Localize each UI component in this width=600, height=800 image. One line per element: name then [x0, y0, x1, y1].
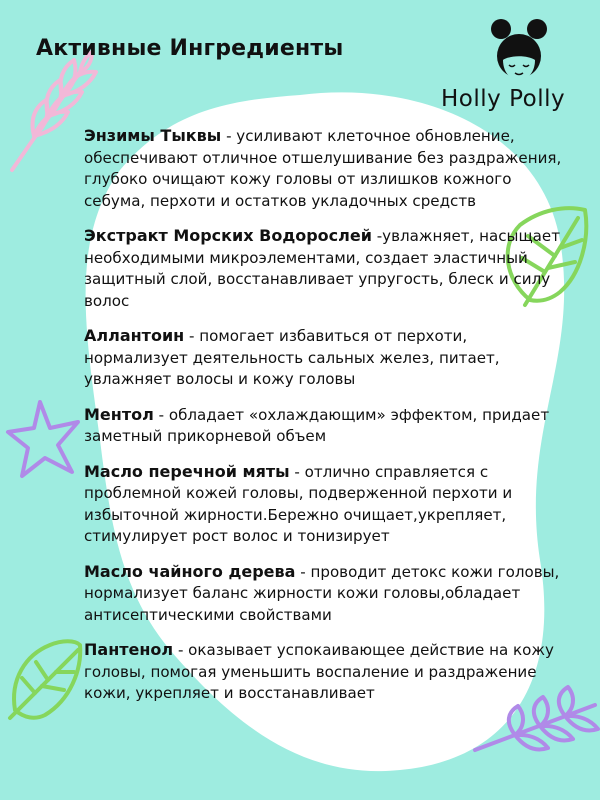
ingredient-list [84, 125, 564, 718]
ingredient-name: Пантенол [84, 640, 174, 659]
purple-star-icon [8, 402, 78, 476]
ingredient-description: -увлажняет, насыщает необходимыми микроэлементами, создает эластичный защитный слой, восстанавливает упругость, блеск и силу волос [84, 227, 561, 310]
ingredient-description: - помогает избавиться от перхоти, нормализует деятельность сальных желез, питает, увлажняет волосы и кожу головы [84, 327, 500, 388]
page-title: Активные Ингредиенты [36, 36, 344, 61]
ingredient-name: Экстракт Морских Водорослей [84, 226, 372, 245]
brand-name: Holly Polly [441, 86, 566, 112]
ingredient-item [84, 461, 564, 548]
ingredient-name: Масло перечной мяты [84, 461, 290, 481]
ingredient-item [84, 125, 564, 212]
ingredient-name: Масло чайного дерева [84, 561, 296, 581]
ingredient-description: - оказывает успокаивающее действие на кожу головы, помогая уменьшить воспаление и раздражение кожи, укрепляет и восстанавливает [84, 641, 554, 702]
ingredient-description: - обладает «охлаждающим» эффектом, придает заметный прикорневой объем [84, 405, 550, 445]
ingredient-description: - усиливают клеточное обновление, обеспечивают отличное отшелушивание без раздражения, глубоко очищают кожу головы от излишков кожного себума, перхоти и остатков укладочных средств [84, 127, 562, 210]
ingredient-description: - отлично справляется с проблемной кожей головы, подверженной перхоти и избыточной жирности.Бережно очищает,укрепляет, стимулирует рост волос и тонизирует [84, 462, 513, 545]
ingredient-name: Ментол [84, 404, 154, 424]
girl-with-buns-logo [491, 19, 547, 80]
ingredient-item [84, 561, 564, 627]
ingredient-item [84, 639, 564, 705]
ingredient-name: Аллантоин [84, 326, 185, 345]
green-leaf-bottom-icon [10, 641, 80, 718]
ingredient-name: Энзимы Тыквы [84, 126, 222, 145]
ingredient-item [84, 225, 564, 312]
ingredient-item [84, 325, 564, 391]
ingredient-item [84, 404, 564, 448]
ingredient-description: - проводит детокс кожи головы, нормализует баланс жирности кожи головы,обладает антисептическими свойствами [84, 562, 560, 624]
